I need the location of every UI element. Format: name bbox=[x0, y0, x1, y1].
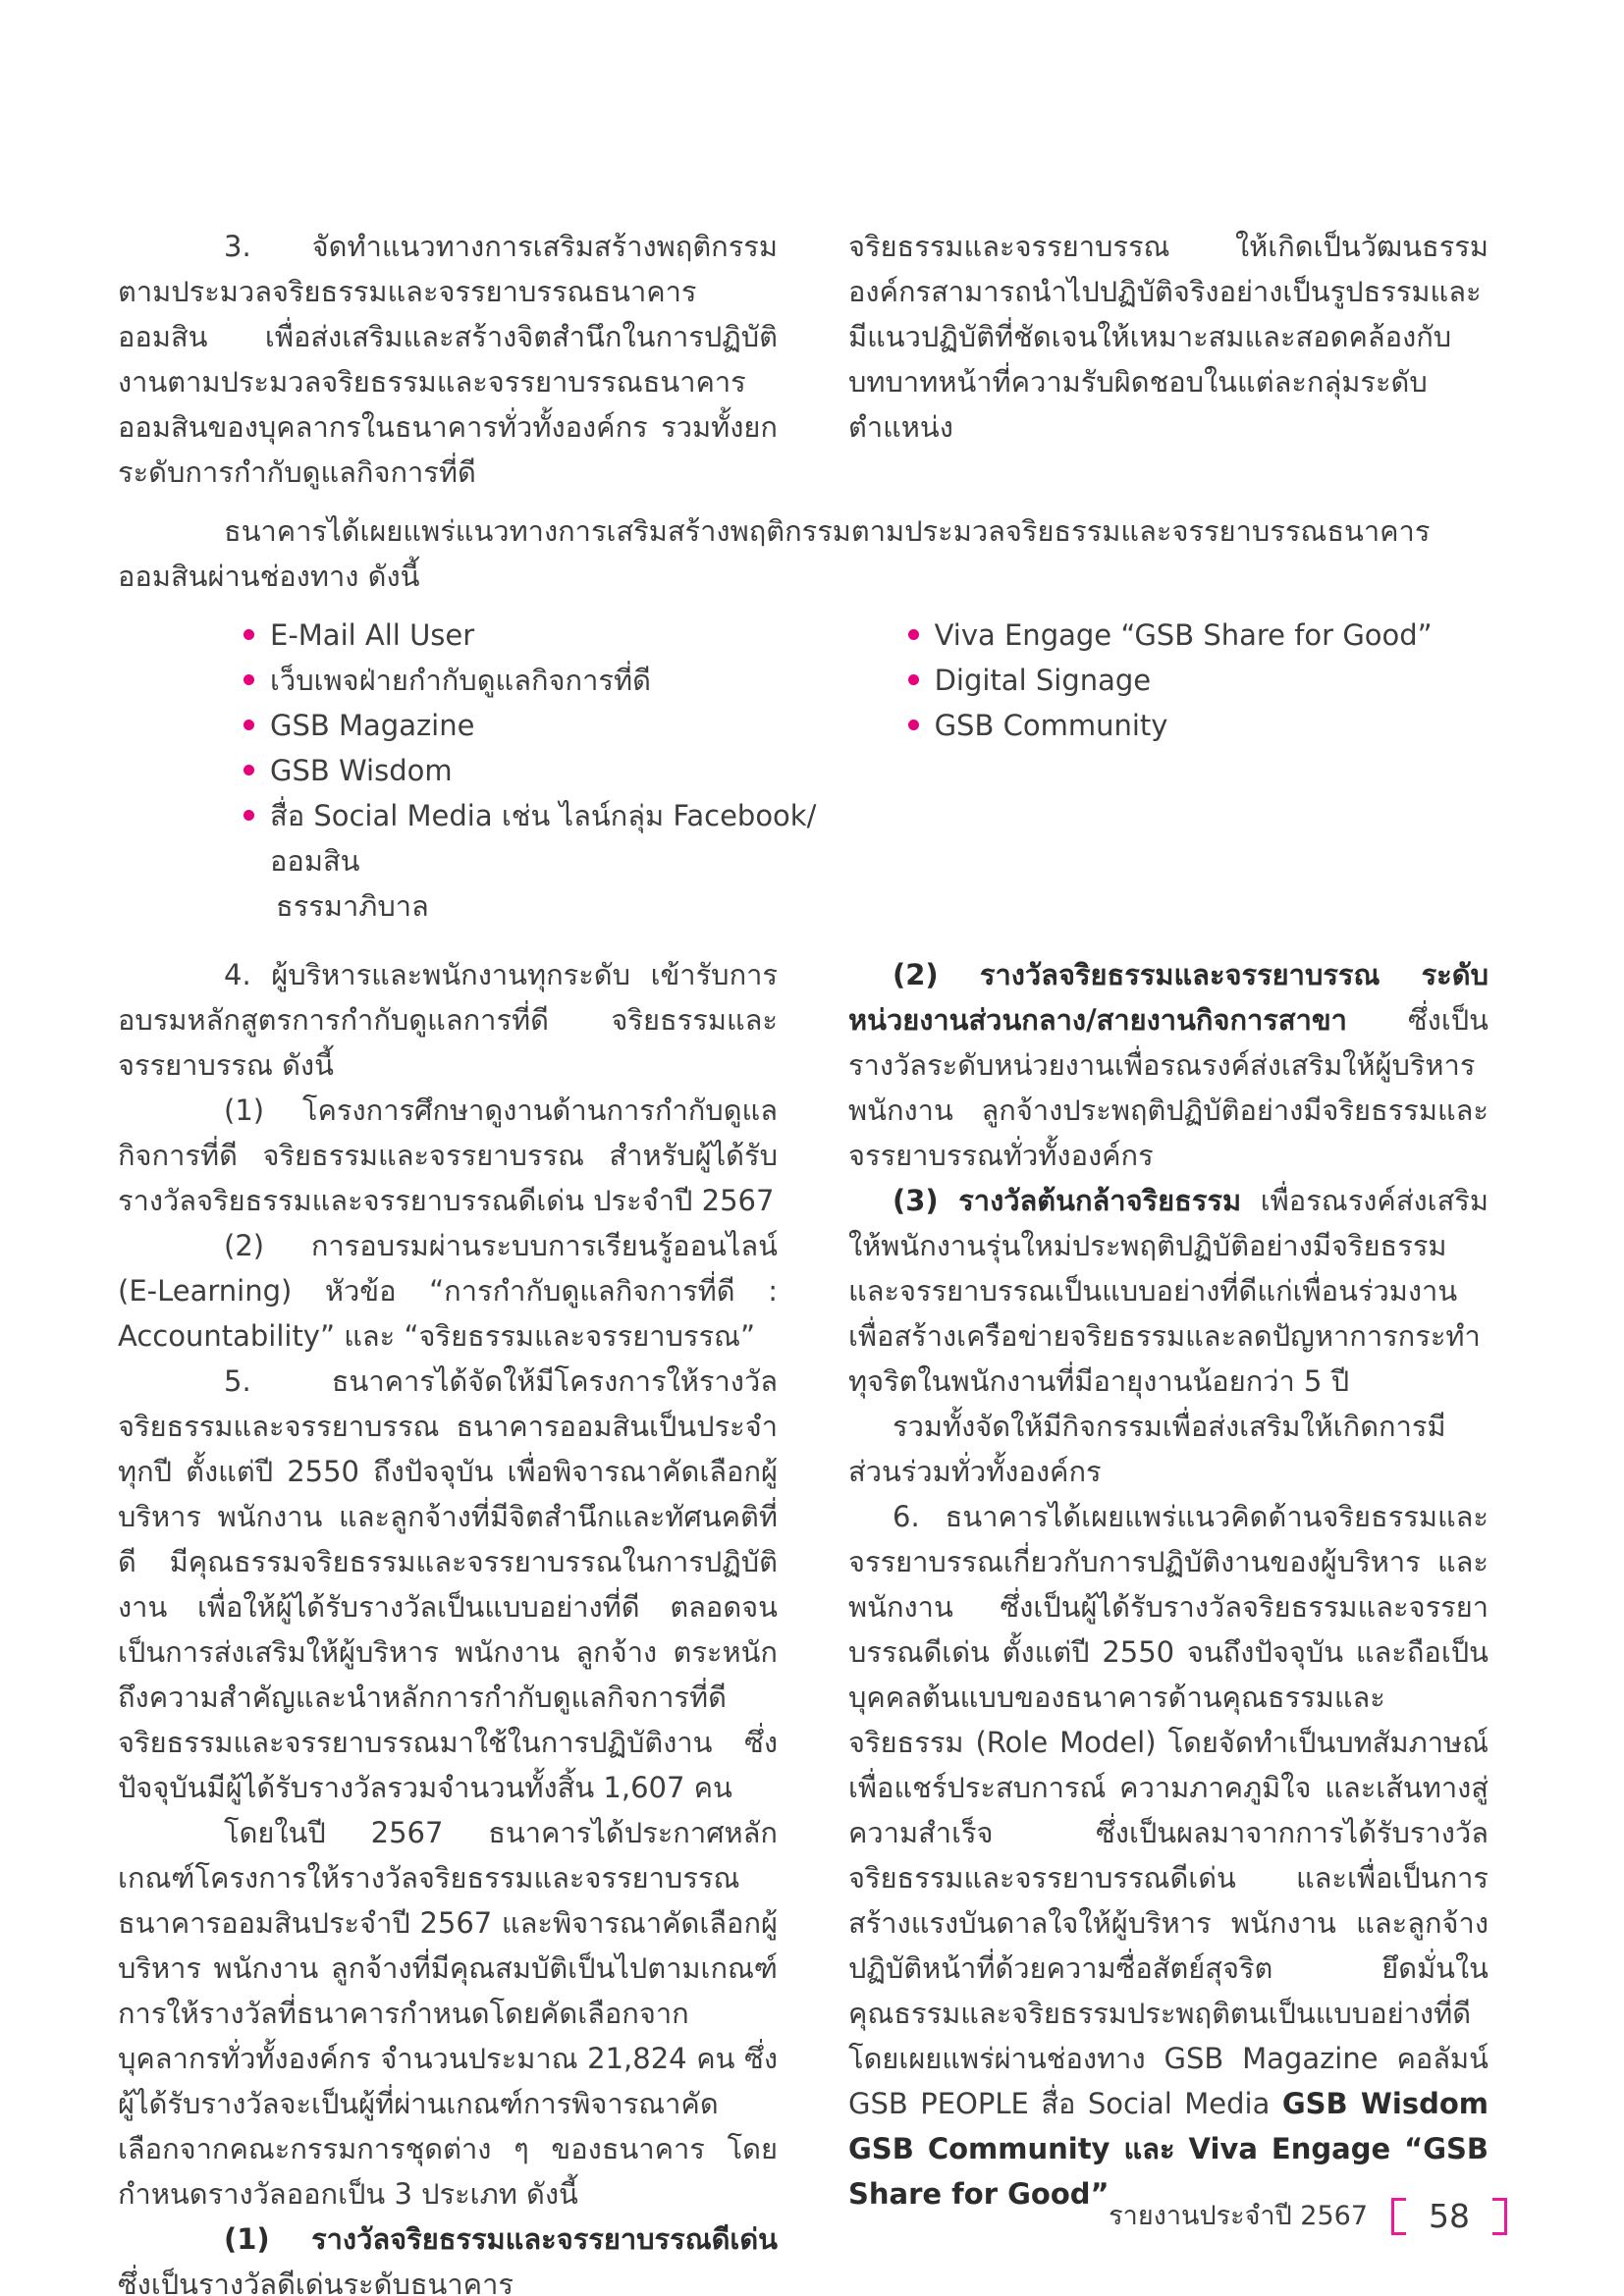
paragraph-4: 4. ผู้บริหารและพนักงานทุกระดับ เข้ารับการอบรมหลักสูตรการกำกับดูแลการที่ดี จริยธรรมและจรรยาบรรณ ดังนี้ bbox=[118, 958, 778, 1082]
body-left-column bbox=[118, 952, 778, 2296]
award-type-1 bbox=[118, 2216, 778, 2296]
channels-intro-line: ธนาคารได้เผยแพร่แนวทางการเสริมสร้างพฤติกรรมตามประมวลจริยธรรมและจรรยาบรรณธนาคารออมสินผ่านช่องทาง ดังนี้ bbox=[118, 514, 1431, 593]
list-item bbox=[244, 793, 842, 929]
paragraph-4-item-1: (1) โครงการศึกษาดูงานด้านการกำกับดูแลกิจการที่ดี จริยธรรมและจรรยาบรรณ สำหรับผู้ได้รับรางวัลจริยธรรมและจรรยาบรรณดีเด่น ประจำปี 2567 bbox=[118, 1094, 778, 1217]
bullet-icon bbox=[244, 674, 254, 685]
bullet-icon bbox=[908, 629, 919, 640]
list-item bbox=[908, 703, 1489, 748]
bullet-icon bbox=[244, 765, 254, 775]
page-number-badge bbox=[1391, 2197, 1507, 2235]
list-item bbox=[908, 613, 1489, 658]
list-item bbox=[908, 658, 1489, 703]
paragraph-engagement: รวมทั้งจัดให้มีกิจกรรมเพื่อส่งเสริมให้เกิดการมีส่วนร่วมทั่วทั้งองค์กร bbox=[848, 1410, 1446, 1488]
list-item bbox=[244, 613, 842, 658]
award-type-2-heading: (2) รางวัลจริยธรรมและจรรยาบรรณ ระดับหน่วยงานส่วนกลาง/สายงานกิจการสาขา bbox=[848, 958, 1489, 1037]
page-content bbox=[118, 224, 1489, 2296]
list-item-label: GSB Magazine bbox=[270, 709, 475, 742]
page-number: 58 bbox=[1429, 2197, 1470, 2235]
list-item-line-1: สื่อ Social Media เช่น ไลน์กลุ่ม Facebook/ออมสิน bbox=[270, 799, 817, 878]
list-item-label: เว็บเพจฝ่ายกำกับดูแลกิจการที่ดี bbox=[270, 664, 651, 697]
row-body-text bbox=[118, 952, 1489, 2296]
award-type-3-heading: (3) รางวัลต้นกล้าจริยธรรม bbox=[893, 1184, 1242, 1217]
list-item-label bbox=[270, 793, 842, 929]
bullet-icon bbox=[244, 720, 254, 730]
award-type-3-text: เพื่อรณรงค์ส่งเสริมให้พนักงานรุ่นใหม่ประพฤติปฏิบัติอย่างมีจริยธรรมและจรรยาบรรณเป็นแบบอย่างที่ดีแก่เพื่อนร่วมงาน เพื่อสร้างเครือข่ายจริยธรรมและลดปัญหาการกระทำทุจริตในพนักงานที่มีอายุงานน้อยกว่า 5 ปี bbox=[848, 1184, 1489, 1398]
channels-list-right bbox=[842, 613, 1489, 748]
paragraph-5: 5. ธนาคารได้จัดให้มีโครงการให้รางวัลจริยธรรมและจรรยาบรรณ ธนาคารออมสินเป็นประจำทุกปี ตั้งแต่ปี 2550 ถึงปัจจุบัน เพื่อพิจารณาคัดเลือกผู้บริหาร พนักงาน และลูกจ้างที่มีจิตสำนึกและทัศนคติที่ดี มีคุณธรรมจริยธรรมและจรรยาบรรณในการปฏิบัติงาน เพื่อให้ผู้ได้รับรางวัลเป็นแบบอย่างที่ดี ตลอดจนเป็นการส่งเสริมให้ผู้บริหาร พนักงาน ลูกจ้าง ตระหนักถึงความสำคัญและนำหลักการกำกับดูแลกิจการที่ดี จริยธรรมและจรรยาบรรณมาใช้ในการปฏิบัติงาน ซึ่งปัจจุบันมีผู้ได้รับรางวัลรวมจำนวนทั้งสิ้น 1,607 คน bbox=[118, 1364, 778, 1804]
award-type-1-text: ซึ่งเป็นรางวัลดีเด่นระดับธนาคาร bbox=[118, 2268, 514, 2296]
award-type-2-text: ซึ่งเป็นรางวัลระดับหน่วยงานเพื่อรณรงค์ส่งเสริมให้ผู้บริหาร พนักงาน ลูกจ้างประพฤติปฏิบัติอย่างมีจริยธรรมและจรรยาบรรณทั่วทั้งองค์กร bbox=[848, 1003, 1489, 1172]
award-type-3 bbox=[848, 1178, 1489, 1404]
list-item-label: E-Mail All User bbox=[270, 618, 475, 652]
footer-report-title: รายงานประจำปี 2567 bbox=[1109, 2200, 1368, 2231]
list-item bbox=[244, 748, 842, 793]
award-type-2 bbox=[848, 952, 1489, 1178]
list-item-label: GSB Wisdom bbox=[270, 754, 453, 787]
bullet-icon bbox=[908, 720, 919, 730]
row-channel-bullets bbox=[118, 613, 1489, 929]
bullet-icon bbox=[244, 810, 254, 821]
bullet-icon bbox=[908, 674, 919, 685]
list-item-line-2: ธรรมาภิบาล bbox=[276, 889, 429, 923]
paragraph-5-continued: โดยในปี 2567 ธนาคารได้ประกาศหลักเกณฑ์โครงการให้รางวัลจริยธรรมและจรรยาบรรณธนาคารออมสินประจำปี 2567 และพิจารณาคัดเลือกผู้บริหาร พนักงาน ลูกจ้างที่มีคุณสมบัติเป็นไปตามเกณฑ์การให้รางวัลที่ธนาคารกำหนดโดยคัดเลือกจากบุคลากรทั่วทั้งองค์กร จำนวนประมาณ 21,824 คน ซึ่งผู้ได้รับรางวัลจะเป็นผู้ที่ผ่านเกณฑ์การพิจารณาคัดเลือกจากคณะกรรมการชุดต่าง ๆ ของธนาคาร โดยกำหนดรางวัลออกเป็น 3 ประเภท ดังนี้ bbox=[118, 1816, 778, 2211]
body-right-column bbox=[848, 952, 1489, 2216]
channels-list-left bbox=[118, 613, 842, 929]
list-item-label: GSB Community bbox=[934, 709, 1168, 742]
list-item-label: Digital Signage bbox=[934, 664, 1152, 697]
left-bracket-icon bbox=[1391, 2198, 1406, 2235]
bullet-icon bbox=[244, 629, 254, 640]
list-item bbox=[244, 658, 842, 703]
row-paragraph-3 bbox=[118, 224, 1489, 495]
paragraph-6-text: 6. ธนาคารได้เผยแพร่แนวคิดด้านจริยธรรมและจรรยาบรรณเกี่ยวกับการปฏิบัติงานของผู้บริหาร และพนักงาน ซึ่งเป็นผู้ได้รับรางวัลจริยธรรมและจรรยาบรรณดีเด่น ตั้งแต่ปี 2550 จนถึงปัจจุบัน และถือเป็นบุคคลต้นแบบของธนาคารด้านคุณธรรมและจริยธรรม (Role Model) โดยจัดทำเป็นบทสัมภาษณ์ เพื่อแชร์ประสบการณ์ ความภาคภูมิใจ และเส้นทางสู่ความสำเร็จ ซึ่งเป็นผลมาจากการได้รับรางวัลจริยธรรมและจรรยาบรรณดีเด่น และเพื่อเป็นการสร้างแรงบันดาลใจให้ผู้บริหาร พนักงาน และลูกจ้าง ปฏิบัติหน้าที่ด้วยความซื่อสัตย์สุจริต ยึดมั่นในคุณธรรมและจริยธรรมประพฤติตนเป็นแบบอย่างที่ดี โดยเผยแพร่ผ่านช่องทาง GSB Magazine คอลัมน์ GSB PEOPLE สื่อ Social Media bbox=[848, 1500, 1489, 2120]
award-type-1-heading: (1) รางวัลจริยธรรมและจรรยาบรรณดีเด่น bbox=[224, 2222, 778, 2256]
paragraph-6-bold-tail: GSB Wisdom GSB Community และ Viva Engage “GSB Share for Good” bbox=[848, 2087, 1489, 2211]
paragraph-4-item-2: (2) การอบรมผ่านระบบการเรียนรู้ออนไลน์ (E-Learning) หัวข้อ “การกำกับดูแลกิจการที่ดี : Accountability” และ “จริยธรรมและจรรยาบรรณ” bbox=[118, 1229, 778, 1353]
paragraph-6 bbox=[848, 1494, 1489, 2216]
paragraph-3-left-column: 3. จัดทำแนวทางการเสริมสร้างพฤติกรรมตามประมวลจริยธรรมและจรรยาบรรณธนาคารออมสิน เพื่อส่งเสริมและสร้างจิตสำนึกในการปฏิบัติงานตามประมวลจริยธรรมและจรรยาบรรณธนาคารออมสินของบุคลากรในธนาคารทั่วทั้งองค์กร รวมทั้งยกระดับการกำกับดูแลกิจการที่ดี bbox=[118, 230, 778, 489]
list-item bbox=[244, 703, 842, 748]
paragraph-3-right-column: จริยธรรมและจรรยาบรรณ ให้เกิดเป็นวัฒนธรรมองค์กรสามารถนำไปปฏิบัติจริงอย่างเป็นรูปธรรมและมีแนวปฏิบัติที่ชัดเจนให้เหมาะสมและสอดคล้องกับบทบาทหน้าที่ความรับผิดชอบในแต่ละกลุ่มระดับตำแหน่ง bbox=[848, 230, 1489, 444]
page-footer bbox=[1109, 2197, 1507, 2235]
list-item-label: Viva Engage “GSB Share for Good” bbox=[934, 618, 1433, 652]
right-bracket-icon bbox=[1492, 2198, 1507, 2235]
